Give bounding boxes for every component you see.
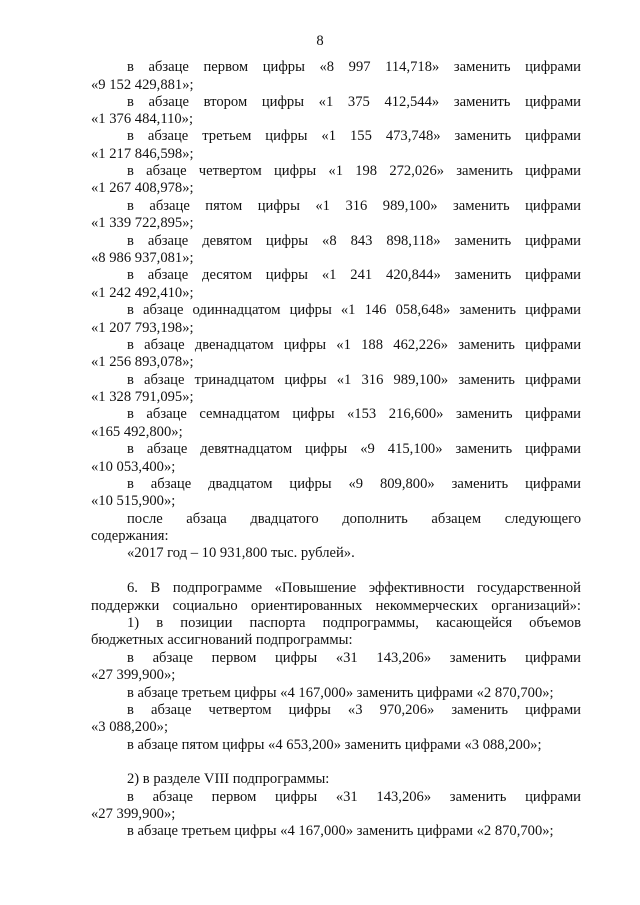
text-line: в абзаце третьем цифры «4 167,000» заменить цифрами «2 870,700»; xyxy=(127,823,554,839)
text-line: «1 217 846,598»; xyxy=(91,146,194,162)
text-line: 6. В подпрограмме «Повышение эффективности государственной xyxy=(127,580,581,596)
text-line: «1 267 408,978»; xyxy=(91,180,194,196)
text-line: в абзаце одиннадцатом цифры «1 146 058,648» заменить цифрами xyxy=(127,302,581,318)
text-line: «10 053,400»; xyxy=(91,459,176,475)
text-line: в абзаце девятом цифры «8 843 898,118» заменить цифрами xyxy=(127,233,581,249)
text-line: 2) в разделе VIII подпрограммы: xyxy=(127,771,330,787)
text-line: в абзаце тринадцатом цифры «1 316 989,100» заменить цифрами xyxy=(127,372,581,388)
text-line: «1 339 722,895»; xyxy=(91,215,194,231)
text-line: в абзаце пятом цифры «1 316 989,100» заменить цифрами xyxy=(127,198,581,214)
text-line: «9 152 429,881»; xyxy=(91,77,194,93)
text-line: «1 207 793,198»; xyxy=(91,320,194,336)
text-line: в абзаце третьем цифры «1 155 473,748» заменить цифрами xyxy=(127,128,581,144)
page-number: 8 xyxy=(316,33,324,49)
text-line: в абзаце третьем цифры «4 167,000» заменить цифрами «2 870,700»; xyxy=(127,685,554,701)
text-line: «10 515,900»; xyxy=(91,493,176,509)
text-line: после абзаца двадцатого дополнить абзацем следующего xyxy=(127,511,581,527)
text-line: в абзаце первом цифры «8 997 114,718» заменить цифрами xyxy=(127,59,581,75)
text-line: в абзаце девятнадцатом цифры «9 415,100» заменить цифрами xyxy=(127,441,581,457)
text-line: «8 986 937,081»; xyxy=(91,250,194,266)
text-line: «1 242 492,410»; xyxy=(91,285,194,301)
text-line: «1 376 484,110»; xyxy=(91,111,194,127)
text-line: в абзаце первом цифры «31 143,206» заменить цифрами xyxy=(127,789,581,805)
text-line: «3 088,200»; xyxy=(91,719,169,735)
text-line: в абзаце двадцатом цифры «9 809,800» заменить цифрами xyxy=(127,476,581,492)
text-line: в абзаце пятом цифры «4 653,200» заменить цифрами «3 088,200»; xyxy=(127,737,542,753)
text-line: «1 328 791,095»; xyxy=(91,389,194,405)
text-line: «1 256 893,078»; xyxy=(91,354,194,370)
text-line: в абзаце втором цифры «1 375 412,544» заменить цифрами xyxy=(127,94,581,110)
text-line: «27 399,900»; xyxy=(91,667,176,683)
text-line: в абзаце четвертом цифры «1 198 272,026» заменить цифрами xyxy=(127,163,581,179)
text-line: «165 492,800»; xyxy=(91,424,183,440)
text-line: в абзаце четвертом цифры «3 970,206» заменить цифрами xyxy=(127,702,581,718)
text-line: бюджетных ассигнований подпрограммы: xyxy=(91,632,353,648)
text-line: в абзаце первом цифры «31 143,206» заменить цифрами xyxy=(127,650,581,666)
text-line: 1) в позиции паспорта подпрограммы, касающейся объемов xyxy=(127,615,581,631)
text-line: в абзаце семнадцатом цифры «153 216,600» заменить цифрами xyxy=(127,406,581,422)
text-line: «27 399,900»; xyxy=(91,806,176,822)
text-line: в абзаце двенадцатом цифры «1 188 462,226» заменить цифрами xyxy=(127,337,581,353)
text-line: в абзаце десятом цифры «1 241 420,844» заменить цифрами xyxy=(127,267,581,283)
text-line: «2017 год – 10 931,800 тыс. рублей». xyxy=(127,545,355,561)
text-line: поддержки социально ориентированных некоммерческих организаций»: xyxy=(91,598,581,614)
text-line: содержания: xyxy=(91,528,169,544)
